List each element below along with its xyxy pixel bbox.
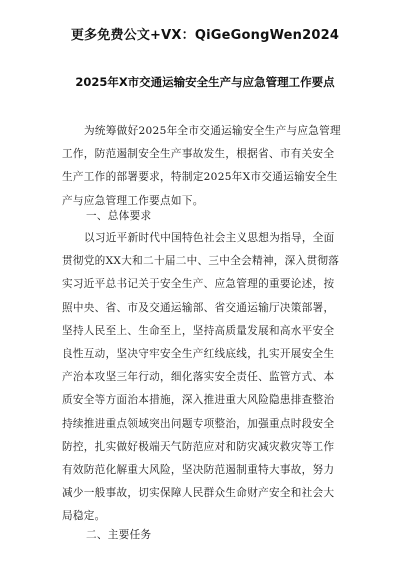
section-heading-general: 一、总体要求 — [86, 210, 152, 222]
paragraph-line: 照中央、省、市及交通运输部、省交通运输厅决策部署， — [62, 301, 335, 314]
paragraph-line: 生产工作的部署要求，特制定2025年X市交通运输安全生 — [62, 171, 338, 184]
paragraph-line: 实习近平总书记关于安全生产、应急管理的重要论述，按 — [62, 278, 335, 291]
paragraph-line: 良性互动，坚决守牢安全生产红线底线，扎实开展安全生 — [62, 348, 335, 361]
section-heading-tasks: 二、主要任务 — [86, 529, 152, 541]
paragraph-line: 持续推进重点领域突出问题专项整治，加强重点时段安全 — [62, 417, 335, 430]
paragraph-line: 质安全等方面治本措施，深入推进重大风险隐患排查整治 — [62, 394, 335, 407]
general-requirements-paragraph — [62, 227, 362, 529]
paragraph-line: 贯彻党的XX大和二十届二中、三中全会精神，深入贯彻落 — [62, 255, 340, 268]
paragraph-line: 为统筹做好2025年全市交通运输安全生产与应急管理 — [84, 125, 341, 137]
document-title: 2025年X市交通运输安全生产与应急管理工作要点 — [75, 75, 335, 89]
paragraph-line: 有效防范化解重大风险，坚决防范遏制重特大事故，努力 — [62, 464, 335, 477]
paragraph-line: 产治本攻坚三年行动，细化落实安全责任、监管方式、本 — [62, 371, 335, 384]
paragraph-line: 防控，扎实做好极端天气防范应对和防灾减灾救灾等工作 — [62, 440, 335, 453]
paragraph-line: 以习近平新时代中国特色社会主义思想为指导，全面 — [84, 232, 335, 244]
paragraph-line: 坚持人民至上、生命至上，坚持高质量发展和高水平安全 — [62, 324, 335, 337]
paragraph-line: 减少一般事故，切实保障人民群众生命财产安全和社会大 — [62, 487, 335, 500]
paragraph-line: 工作，防范遏制安全生产事故发生，根据省、市有关安全 — [62, 148, 335, 161]
paragraph-line: 局稳定。 — [62, 510, 106, 523]
intro-paragraph — [62, 120, 362, 213]
watermark-header: 更多免费公文+VX：QiGeGongWen2024 — [70, 28, 340, 43]
paragraph-line: 产与应急管理工作要点如下。 — [62, 194, 204, 207]
